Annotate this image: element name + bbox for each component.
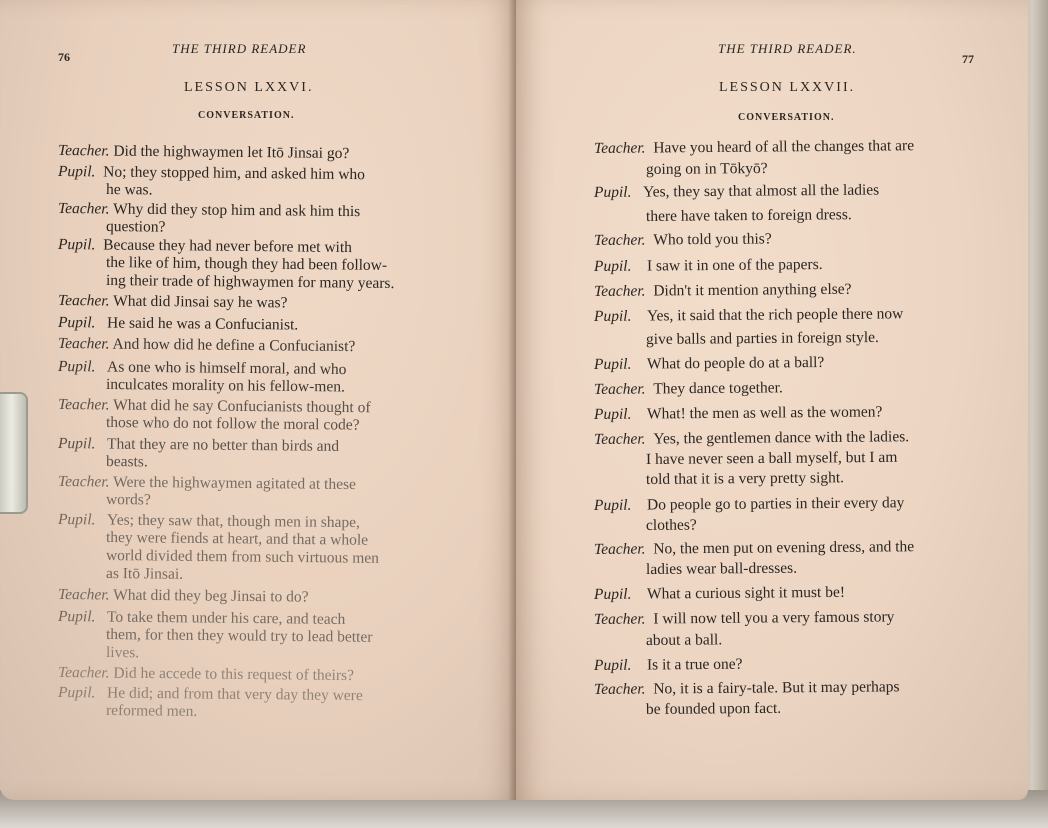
line-text: Didn't it mention anything else? (653, 280, 852, 300)
speaker: Pupil. (593, 656, 632, 674)
line-text: Because they had never before met with (103, 236, 353, 257)
dialogue-line (106, 218, 166, 237)
line-text: there have taken to foreign dress. (645, 206, 852, 225)
speaker: Teacher. (57, 335, 110, 353)
speaker: Pupil. (593, 405, 632, 423)
line-text: Have you heard of all the changes that are (653, 137, 915, 157)
dialogue-line (58, 396, 371, 417)
line-text: I saw it in one of the papers. (646, 256, 823, 275)
line-text: Yes, they say that almost all the ladies (643, 181, 880, 201)
dialogue-line (106, 702, 197, 721)
line-text: told that it is a very pretty sight. (645, 469, 845, 488)
line-text: They dance together. (653, 379, 783, 398)
dialogue-line (594, 608, 895, 629)
dialogue-line (106, 565, 183, 584)
dialogue-line (58, 236, 352, 257)
dialogue-line (58, 292, 288, 312)
line-text: Yes, it said that the rich people there now (646, 305, 904, 325)
dialogue-line (58, 435, 339, 456)
dialogue-line (646, 700, 781, 719)
line-text: the like of him, though they had been follow- (105, 254, 388, 274)
speaker: Teacher. (593, 231, 646, 249)
line-text: Yes, the gentlemen dance with the ladies. (653, 428, 910, 448)
speaker: Teacher. (593, 540, 646, 558)
speaker: Teacher. (57, 586, 110, 604)
line-text: clothes? (645, 516, 697, 534)
speaker: Teacher. (593, 680, 646, 698)
speaker: Pupil. (593, 585, 632, 603)
line-text: ing their trade of highwaymen for many years. (105, 272, 395, 293)
dialogue-line (594, 678, 900, 699)
dialogue-line (58, 358, 347, 379)
speaker: Pupil. (593, 307, 632, 325)
lesson-title: LESSON LXXVI. (184, 80, 314, 95)
line-text: What a curious sight it must be! (646, 583, 846, 603)
speaker: Pupil. (593, 257, 632, 275)
line-text: Were the highwaymen agitated at these (113, 473, 356, 494)
speaker: Teacher. (593, 380, 646, 398)
speaker: Pupil. (57, 358, 96, 376)
dialogue-line (594, 538, 914, 559)
line-text: give balls and parties in foreign style. (645, 328, 879, 348)
section-subtitle: CONVERSATION. (198, 110, 295, 121)
dialogue-line (646, 206, 852, 226)
speaker: Teacher. (57, 292, 110, 310)
line-text: What! the men as well as the women? (646, 403, 883, 423)
line-text: lives. (105, 644, 140, 662)
dialogue-line (58, 473, 356, 494)
line-text: words? (105, 491, 151, 509)
page-clip (0, 392, 28, 514)
dialogue-line (646, 329, 879, 349)
right-page (516, 0, 1028, 800)
dialogue-line (58, 586, 309, 607)
dialogue-line (594, 403, 883, 424)
line-text: What did Jinsai say he was? (113, 292, 288, 312)
line-text: going on in Tōkyō? (645, 159, 768, 178)
line-text: He said he was a Confucianist. (107, 314, 299, 334)
dialogue-line (106, 626, 373, 647)
line-text: ladies wear ball-dresses. (645, 559, 798, 578)
dialogue-line (646, 469, 844, 489)
dialogue-line (594, 256, 823, 276)
speaker: Pupil. (57, 236, 96, 254)
line-text: Is it a true one? (646, 655, 743, 674)
line-text: he was. (105, 181, 153, 199)
dialogue-line (646, 160, 768, 179)
dialogue-line (106, 181, 153, 199)
dialogue-line (594, 230, 772, 250)
line-text: question? (105, 218, 166, 236)
line-text: as Itō Jinsai. (105, 565, 184, 583)
dialogue-line (594, 428, 909, 449)
section-subtitle: CONVERSATION. (738, 112, 835, 123)
dialogue-line (106, 272, 395, 293)
line-text: Do people go to parties in their every day (646, 494, 905, 514)
line-text: about a ball. (645, 631, 723, 649)
speaker: Teacher. (57, 473, 110, 491)
speaker: Teacher. (593, 139, 646, 157)
speaker: Teacher. (57, 396, 110, 414)
speaker: Pupil. (57, 608, 96, 626)
line-text: Did he accede to this request of theirs? (113, 664, 355, 685)
speaker: Teacher. (57, 664, 110, 682)
dialogue-line (106, 376, 345, 397)
line-text: That they are no better than birds and (107, 435, 340, 455)
line-text: No; they stopped him, and asked him who (103, 163, 366, 184)
dialogue-line (646, 631, 722, 650)
dialogue-line (58, 163, 365, 184)
speaker: Pupil. (593, 355, 632, 373)
dialogue-line (58, 511, 360, 532)
line-text: world divided them from such virtuous men (105, 547, 380, 567)
dialogue-line (58, 142, 349, 163)
dialogue-line (594, 494, 905, 515)
line-text: beasts. (105, 453, 148, 471)
line-text: them, for then they would try to lead better (105, 626, 373, 646)
line-text: He did; and from that very day they were (107, 684, 363, 705)
line-text: I have never seen a ball myself, but I am (645, 448, 898, 468)
dialogue-line (646, 560, 797, 579)
line-text: Who told you this? (653, 230, 772, 249)
dialogue-line (58, 200, 360, 221)
dialogue-line (594, 656, 743, 675)
speaker: Teacher. (593, 282, 646, 300)
dialogue-line (594, 584, 845, 604)
line-text: No, the men put on evening dress, and the (653, 538, 915, 558)
line-text: Did the highwaymen let Itō Jinsai go? (113, 142, 350, 163)
line-text: they were fiends at heart, and that a whole (105, 529, 369, 549)
dialogue-line (594, 379, 783, 399)
dialogue-line (58, 314, 298, 335)
dialogue-line (106, 453, 148, 471)
dialogue-line (594, 305, 903, 326)
dialogue-line (58, 664, 354, 685)
dialogue-line (58, 684, 363, 705)
line-text: What did he say Confucianists thought of (113, 396, 371, 417)
dialogue-line (646, 517, 697, 535)
speaker: Pupil. (57, 435, 96, 453)
speaker: Teacher. (57, 200, 110, 218)
line-text: inculcates morality on his fellow-men. (105, 376, 345, 396)
speaker: Pupil. (593, 496, 632, 514)
lesson-title: LESSON LXXVII. (719, 80, 856, 95)
dialogue-line (594, 137, 914, 158)
speaker: Teacher. (593, 610, 646, 628)
line-text: What do people do at a ball? (646, 353, 825, 373)
dialogue-line (58, 335, 356, 356)
speaker: Pupil. (57, 684, 96, 702)
line-text: As one who is himself moral, and who (107, 358, 347, 379)
line-text: Yes; they saw that, though men in shape, (107, 511, 361, 532)
dialogue-line (58, 608, 345, 629)
dialogue-line (106, 491, 151, 509)
dialogue-line (594, 354, 824, 374)
line-text: To take them under his care, and teach (107, 608, 346, 629)
line-text: I will now tell you a very famous story (653, 608, 895, 628)
dialogue-line (106, 644, 139, 662)
running-head: THE THIRD READER (172, 41, 307, 56)
page-number: 76 (58, 50, 70, 64)
line-text: be founded upon fact. (645, 699, 782, 718)
line-text: No, it is a fairy-tale. But it may perhaps (653, 678, 900, 698)
speaker: Pupil. (593, 183, 632, 201)
line-text: those who do not follow the moral code? (105, 414, 360, 434)
line-text: reformed men. (105, 702, 198, 720)
dialogue-line (594, 281, 852, 301)
speaker: Teacher. (593, 430, 646, 448)
line-text: What did they beg Jinsai to do? (113, 586, 309, 606)
page-number: 77 (962, 52, 974, 66)
running-head: THE THIRD READER. (718, 41, 857, 56)
speaker: Teacher. (57, 142, 110, 160)
dialogue-line (646, 449, 898, 469)
speaker: Pupil. (57, 511, 96, 529)
line-text: And how did he define a Confucianist? (112, 335, 356, 356)
dialogue-line (106, 414, 360, 435)
speaker: Pupil. (57, 163, 96, 181)
line-text: Why did they stop him and ask him this (113, 200, 361, 221)
speaker: Pupil. (57, 314, 96, 332)
left-page (0, 0, 516, 800)
dialogue-line (594, 182, 879, 202)
